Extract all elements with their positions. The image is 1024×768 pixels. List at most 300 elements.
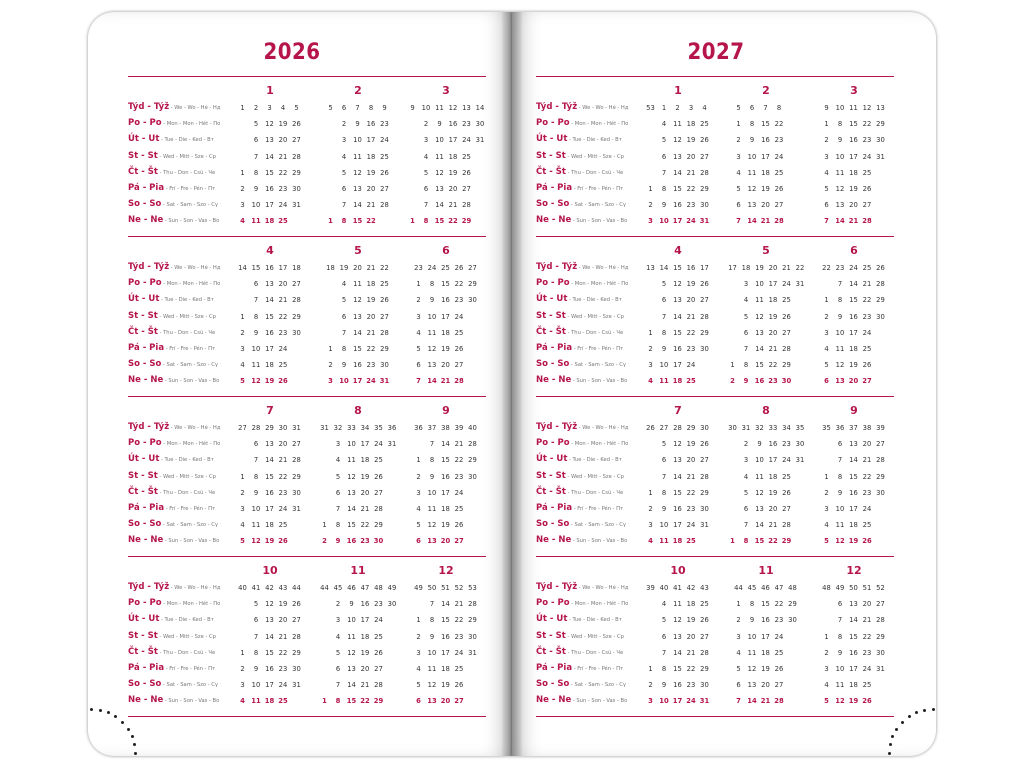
date-cell: 10 bbox=[835, 665, 845, 673]
sunday-date: 18 bbox=[264, 697, 275, 706]
sunday-date: 3 bbox=[328, 377, 333, 386]
week-number: 41 bbox=[673, 584, 682, 592]
date-cell: 29 bbox=[782, 361, 791, 370]
date-cell: 26 bbox=[862, 361, 872, 370]
week-number: 34 bbox=[360, 424, 370, 432]
date-cell: 16 bbox=[265, 665, 274, 673]
date-cell: 26 bbox=[380, 168, 389, 177]
week-number: 44 bbox=[734, 584, 743, 592]
sunday-date: 23 bbox=[768, 377, 778, 386]
weekday-sub-label: - Sun - Son - Vas - Во bbox=[571, 378, 628, 385]
date-cell: 12 bbox=[435, 168, 444, 177]
month-number: 3 bbox=[850, 84, 858, 97]
date-cell: 14 bbox=[673, 648, 682, 657]
week-number: 42 bbox=[686, 584, 696, 592]
week-number: 52 bbox=[454, 584, 464, 592]
week-number: 30 bbox=[278, 424, 288, 432]
date-cell: 10 bbox=[347, 440, 356, 449]
date-cell: 30 bbox=[468, 632, 477, 641]
sunday-date: 28 bbox=[774, 697, 784, 706]
date-cell: 26 bbox=[462, 168, 471, 177]
quarter-block bbox=[536, 76, 894, 236]
weekday-label bbox=[128, 438, 220, 448]
date-cell: 19 bbox=[441, 521, 450, 530]
sunday-date: 7 bbox=[736, 697, 741, 706]
date-cell: 23 bbox=[686, 505, 696, 513]
date-cell: 24 bbox=[774, 152, 784, 161]
sunday-date: 21 bbox=[760, 217, 771, 226]
date-cell: 22 bbox=[278, 312, 288, 321]
date-cell: 29 bbox=[876, 632, 885, 641]
date-cell: 25 bbox=[862, 345, 872, 353]
date-cell: 9 bbox=[661, 681, 667, 690]
weekday-main-label: Po - Po bbox=[128, 438, 162, 449]
week-number: 50 bbox=[427, 584, 437, 592]
week-number: 9 bbox=[382, 104, 387, 112]
weekday-main-label: St - St bbox=[128, 470, 158, 481]
month-number: 12 bbox=[438, 564, 454, 577]
sunday-date: 7 bbox=[736, 217, 741, 226]
week-number: 22 bbox=[380, 264, 389, 272]
date-cell: 17 bbox=[768, 456, 778, 465]
decorative-dot bbox=[107, 711, 110, 714]
weekday-label bbox=[536, 471, 624, 481]
date-cell: 17 bbox=[849, 665, 858, 673]
weekday-main-label: St - St bbox=[536, 310, 566, 321]
weekday-sub-label: - Sun - Son - Vas - Во bbox=[571, 698, 628, 705]
date-cell: 9 bbox=[355, 120, 360, 129]
sunday-date: 30 bbox=[781, 377, 792, 386]
date-cell: 25 bbox=[380, 152, 389, 161]
date-cell: 5 bbox=[341, 296, 347, 305]
date-cell: 9 bbox=[757, 440, 762, 449]
date-cell: 25 bbox=[862, 521, 872, 530]
week-number: 5 bbox=[736, 104, 741, 112]
date-cell: 25 bbox=[700, 120, 709, 129]
date-cell: 20 bbox=[686, 632, 696, 641]
date-cell: 2 bbox=[824, 136, 829, 145]
weekday-sub-label: - Sun - Son - Vas - Во bbox=[163, 378, 220, 385]
week-number: 27 bbox=[659, 424, 669, 432]
date-cell: 15 bbox=[441, 616, 450, 625]
date-cell: 8 bbox=[837, 296, 843, 305]
weekday-label bbox=[536, 535, 627, 545]
weekday-main-label: Po - Po bbox=[536, 598, 570, 609]
date-cell: 7 bbox=[335, 681, 341, 690]
week-number: 9 bbox=[410, 104, 415, 112]
date-cell: 8 bbox=[661, 488, 667, 497]
date-cell: 25 bbox=[774, 648, 784, 657]
sunday-date: 22 bbox=[448, 217, 458, 226]
quarter-block bbox=[128, 556, 486, 716]
date-cell: 30 bbox=[468, 472, 477, 481]
week-number: 17 bbox=[728, 264, 737, 272]
date-cell: 27 bbox=[374, 488, 383, 497]
weekday-label bbox=[536, 503, 623, 513]
week-number: 17 bbox=[700, 264, 709, 272]
sunday-date: 14 bbox=[427, 377, 437, 386]
weekday-sub-label: - Tue - Die - Ked - Вт bbox=[567, 617, 622, 624]
date-cell: 10 bbox=[835, 152, 845, 161]
date-cell: 2 bbox=[648, 681, 653, 690]
weekday-sub-label: - Fri - Fre - Pén - Пт bbox=[164, 186, 216, 192]
date-cell: 24 bbox=[380, 136, 389, 145]
date-cell: 15 bbox=[755, 361, 764, 370]
date-cell: 4 bbox=[661, 120, 667, 129]
date-cell: 9 bbox=[429, 296, 435, 305]
weekday-main-label: Út - Ut bbox=[128, 614, 160, 625]
date-cell: 30 bbox=[788, 616, 797, 625]
date-cell: 10 bbox=[835, 505, 845, 513]
sunday-date: 14 bbox=[747, 217, 757, 226]
date-cell: 11 bbox=[747, 168, 757, 177]
date-cell: 23 bbox=[454, 632, 464, 641]
weekday-sub-label: - Thu - Don - Csü - Че bbox=[157, 489, 216, 496]
week-number: 4 bbox=[702, 104, 707, 112]
sunday-date: 16 bbox=[754, 377, 765, 386]
date-cell: 6 bbox=[837, 600, 843, 609]
date-cell: 17 bbox=[673, 521, 682, 530]
weekday-label bbox=[536, 359, 626, 369]
date-cell: 9 bbox=[837, 488, 843, 497]
week-number: 26 bbox=[876, 264, 885, 272]
weekday-main-label: Pá - Pia bbox=[128, 343, 165, 353]
weekday-main-label: Út - Ut bbox=[536, 134, 568, 145]
sunday-date: 16 bbox=[346, 537, 357, 546]
week-number: 22 bbox=[795, 264, 805, 272]
date-cell: 6 bbox=[736, 201, 741, 210]
date-cell: 3 bbox=[335, 440, 341, 449]
date-cell: 23 bbox=[278, 665, 288, 673]
date-cell: 18 bbox=[366, 152, 376, 161]
sunday-date: 4 bbox=[240, 217, 245, 226]
date-cell: 14 bbox=[441, 440, 450, 449]
date-cell: 9 bbox=[429, 632, 435, 641]
date-cell: 14 bbox=[849, 616, 858, 625]
weekday-sub-label: - Thu - Don - Csü - Че bbox=[565, 649, 624, 656]
date-cell: 12 bbox=[835, 361, 845, 370]
date-cell: 25 bbox=[278, 521, 288, 530]
sunday-date: 12 bbox=[251, 377, 261, 386]
weekday-label bbox=[128, 695, 219, 705]
sunday-date: 11 bbox=[251, 697, 261, 706]
date-cell: 31 bbox=[795, 280, 805, 289]
sunday-date: 15 bbox=[434, 217, 445, 226]
date-cell: 10 bbox=[747, 152, 757, 161]
date-cell: 16 bbox=[849, 136, 858, 145]
weekday-label bbox=[536, 199, 626, 209]
date-cell: 30 bbox=[700, 345, 709, 353]
sunday-date: 8 bbox=[743, 537, 749, 546]
date-cell: 23 bbox=[686, 201, 696, 210]
date-cell: 29 bbox=[700, 488, 709, 497]
weekday-label bbox=[128, 679, 218, 689]
week-number: 47 bbox=[360, 584, 370, 592]
week-number: 2 bbox=[675, 104, 680, 112]
date-cell: 27 bbox=[700, 296, 709, 305]
date-cell: 8 bbox=[429, 280, 435, 289]
sunday-date: 19 bbox=[264, 377, 275, 386]
date-cell: 7 bbox=[341, 328, 347, 337]
date-cell: 5 bbox=[661, 280, 667, 289]
date-cell: 16 bbox=[360, 600, 370, 609]
weekday-sub-label: - Mon - Mon - Hét - По bbox=[161, 281, 221, 288]
date-cell: 23 bbox=[454, 472, 464, 481]
date-cell: 9 bbox=[837, 648, 843, 657]
weekday-main-label: Týd - Týž bbox=[536, 582, 578, 592]
sunday-date: 4 bbox=[240, 697, 245, 706]
week-number: 13 bbox=[646, 264, 655, 272]
month-number: 5 bbox=[354, 244, 362, 257]
weekday-label bbox=[128, 278, 220, 288]
weekday-label bbox=[536, 183, 623, 193]
date-cell: 18 bbox=[686, 600, 696, 609]
weekday-sub-label: - Fri - Fre - Pén - Пт bbox=[572, 186, 624, 192]
weekday-label bbox=[536, 343, 623, 353]
date-cell: 22 bbox=[686, 185, 696, 193]
date-cell: 15 bbox=[441, 280, 450, 289]
date-cell: 20 bbox=[761, 681, 770, 690]
sunday-date: 1 bbox=[730, 537, 735, 546]
weekday-label bbox=[128, 614, 214, 624]
date-cell: 10 bbox=[427, 312, 437, 321]
week-number: 37 bbox=[427, 424, 437, 432]
weekday-label bbox=[536, 647, 623, 657]
week-number: 13 bbox=[462, 104, 471, 112]
date-cell: 13 bbox=[849, 600, 858, 609]
weekday-sub-label: - Fri - Fre - Pén - Пт bbox=[572, 666, 624, 672]
date-cell: 13 bbox=[835, 201, 845, 210]
date-cell: 11 bbox=[747, 648, 757, 657]
date-cell: 21 bbox=[768, 345, 778, 353]
weekday-main-label: Út - Ut bbox=[128, 134, 160, 145]
date-cell: 11 bbox=[427, 505, 437, 513]
sunday-date: 13 bbox=[835, 377, 845, 386]
date-cell: 20 bbox=[366, 312, 376, 321]
date-cell: 2 bbox=[824, 312, 829, 321]
date-cell: 2 bbox=[335, 600, 341, 609]
date-cell: 10 bbox=[347, 616, 356, 625]
date-cell: 24 bbox=[774, 632, 784, 641]
date-cell: 20 bbox=[862, 440, 872, 449]
sunday-date: 15 bbox=[754, 537, 765, 546]
weekday-label bbox=[128, 183, 215, 193]
date-cell: 23 bbox=[862, 136, 872, 145]
sunday-date: 20 bbox=[440, 537, 451, 546]
weekday-main-label: Ne - Ne bbox=[128, 535, 164, 546]
date-cell: 29 bbox=[292, 168, 301, 177]
date-cell: 8 bbox=[743, 361, 749, 370]
sunday-date: 31 bbox=[379, 377, 390, 386]
date-cell: 14 bbox=[347, 505, 356, 513]
date-cell: 2 bbox=[240, 328, 245, 337]
date-cell: 6 bbox=[341, 312, 347, 321]
date-cell: 2 bbox=[240, 665, 245, 673]
date-cell: 1 bbox=[824, 472, 829, 481]
date-cell: 5 bbox=[736, 665, 741, 673]
date-cell: 7 bbox=[423, 201, 429, 210]
sunday-date: 20 bbox=[848, 377, 859, 386]
date-cell: 20 bbox=[278, 136, 288, 145]
sunday-date: 21 bbox=[848, 217, 859, 226]
quarter-block bbox=[536, 556, 894, 716]
date-cell: 22 bbox=[686, 328, 696, 337]
week-number: 1 bbox=[240, 104, 245, 112]
date-cell: 29 bbox=[700, 185, 709, 193]
week-number: 7 bbox=[763, 104, 768, 112]
weekday-main-label: Čt - Št bbox=[536, 166, 566, 177]
weekday-main-label: So - So bbox=[536, 679, 570, 690]
date-cell: 23 bbox=[862, 488, 872, 497]
date-cell: 16 bbox=[768, 440, 778, 449]
date-cell: 7 bbox=[429, 440, 435, 449]
sunday-date: 31 bbox=[699, 217, 710, 226]
date-cell: 22 bbox=[768, 361, 778, 370]
weekday-sub-label: - Wed - Mitt - Sze - Ср bbox=[157, 473, 216, 480]
date-cell: 13 bbox=[265, 136, 274, 145]
date-cell: 9 bbox=[837, 136, 843, 145]
month-number: 11 bbox=[350, 564, 366, 577]
month-number: 9 bbox=[850, 404, 858, 417]
decorative-dot-corner-right bbox=[886, 700, 936, 760]
weekday-sub-label: - Thu - Don - Csü - Че bbox=[157, 329, 216, 336]
weekday-main-label: Po - Po bbox=[128, 598, 162, 609]
date-cell: 7 bbox=[661, 472, 667, 481]
date-cell: 10 bbox=[251, 681, 261, 690]
date-cell: 21 bbox=[686, 472, 696, 481]
weekday-sub-label: - Sun - Son - Vas - Во bbox=[571, 218, 628, 225]
date-cell: 18 bbox=[768, 472, 778, 481]
weekday-main-label: So - So bbox=[128, 199, 162, 210]
date-cell: 29 bbox=[468, 456, 477, 465]
date-cell: 27 bbox=[292, 616, 301, 625]
date-cell: 14 bbox=[673, 168, 682, 177]
weekday-label bbox=[536, 375, 627, 385]
date-cell: 11 bbox=[251, 521, 261, 530]
date-cell: 17 bbox=[441, 488, 450, 497]
date-cell: 2 bbox=[416, 472, 421, 481]
date-cell: 4 bbox=[341, 280, 347, 289]
date-cell: 14 bbox=[265, 296, 274, 305]
weekday-main-label: Čt - Št bbox=[128, 166, 158, 177]
date-cell: 17 bbox=[265, 345, 274, 353]
date-cell: 19 bbox=[360, 472, 370, 481]
date-cell: 22 bbox=[454, 616, 464, 625]
sunday-date: 26 bbox=[862, 537, 872, 546]
weekday-sub-label: - Thu - Don - Csü - Че bbox=[565, 489, 624, 496]
week-number: 21 bbox=[782, 264, 791, 272]
date-cell: 23 bbox=[374, 600, 383, 609]
date-cell: 2 bbox=[240, 185, 245, 193]
weekday-main-label: Týd - Týž bbox=[128, 582, 170, 592]
date-cell: 6 bbox=[335, 488, 341, 497]
weekday-sub-label: - We - Wo - Hé - Нд bbox=[169, 265, 221, 271]
date-cell: 21 bbox=[686, 168, 696, 177]
sunday-date: 1 bbox=[328, 217, 333, 226]
date-cell: 18 bbox=[441, 505, 450, 513]
date-cell: 7 bbox=[253, 456, 259, 465]
week-number: 36 bbox=[414, 424, 423, 432]
sunday-date: 15 bbox=[346, 697, 357, 706]
weekday-label bbox=[128, 647, 215, 657]
week-number: 11 bbox=[435, 104, 444, 112]
week-number: 16 bbox=[686, 264, 696, 272]
quarter-block bbox=[536, 396, 894, 556]
date-cell: 18 bbox=[849, 521, 858, 530]
date-cell: 17 bbox=[441, 312, 450, 321]
date-cell: 14 bbox=[265, 152, 274, 161]
week-number: 12 bbox=[448, 104, 458, 112]
date-cell: 4 bbox=[416, 505, 421, 513]
date-cell: 16 bbox=[673, 201, 682, 210]
date-cell: 4 bbox=[661, 600, 667, 609]
date-cell: 5 bbox=[253, 600, 259, 609]
sunday-date: 26 bbox=[862, 697, 872, 706]
week-number: 45 bbox=[333, 584, 343, 592]
date-cell: 28 bbox=[782, 521, 791, 530]
weekday-sub-label: - Sun - Son - Vas - Во bbox=[163, 218, 220, 225]
week-number: 24 bbox=[849, 264, 858, 272]
date-cell: 10 bbox=[427, 648, 437, 657]
date-cell: 9 bbox=[349, 600, 354, 609]
weekday-main-label: St - St bbox=[128, 310, 158, 321]
date-cell: 8 bbox=[661, 185, 667, 193]
date-cell: 2 bbox=[648, 505, 653, 513]
sunday-date: 25 bbox=[278, 697, 288, 706]
date-cell: 30 bbox=[292, 328, 301, 337]
date-cell: 26 bbox=[774, 665, 784, 673]
week-number: 48 bbox=[374, 584, 383, 592]
date-cell: 6 bbox=[824, 201, 829, 210]
date-cell: 19 bbox=[761, 665, 770, 673]
date-cell: 22 bbox=[862, 120, 872, 129]
decorative-dot bbox=[908, 715, 911, 718]
weekday-label bbox=[128, 535, 219, 545]
date-cell: 31 bbox=[292, 681, 301, 690]
week-number: 43 bbox=[278, 584, 288, 592]
sunday-date: 18 bbox=[672, 537, 683, 546]
week-number: 39 bbox=[454, 424, 464, 432]
date-cell: 13 bbox=[427, 361, 437, 370]
date-cell: 9 bbox=[429, 472, 435, 481]
date-cell: 30 bbox=[876, 136, 885, 145]
date-cell: 7 bbox=[743, 345, 749, 353]
date-cell: 1 bbox=[416, 280, 421, 289]
weekday-main-label: Ne - Ne bbox=[536, 695, 572, 706]
weekday-label bbox=[128, 134, 214, 144]
date-cell: 7 bbox=[837, 280, 843, 289]
date-cell: 1 bbox=[322, 521, 327, 530]
date-cell: 7 bbox=[253, 152, 259, 161]
date-cell: 12 bbox=[673, 136, 682, 145]
week-number: 26 bbox=[646, 424, 655, 432]
date-cell: 22 bbox=[278, 472, 288, 481]
date-cell: 19 bbox=[360, 648, 370, 657]
date-cell: 18 bbox=[265, 521, 274, 530]
date-cell: 22 bbox=[862, 472, 872, 481]
date-cell: 26 bbox=[292, 120, 301, 129]
week-number: 3 bbox=[267, 104, 272, 112]
date-cell: 26 bbox=[700, 616, 709, 625]
sunday-date: 14 bbox=[835, 217, 845, 226]
weekday-main-label: Ne - Ne bbox=[536, 215, 572, 226]
weekday-main-label: Út - Ut bbox=[536, 614, 568, 625]
date-cell: 17 bbox=[761, 632, 770, 641]
sunday-date: 11 bbox=[251, 217, 261, 226]
weekday-sub-label: - Tue - Die - Ked - Вт bbox=[567, 457, 622, 464]
date-cell: 6 bbox=[661, 456, 667, 465]
date-cell: 24 bbox=[686, 361, 696, 370]
